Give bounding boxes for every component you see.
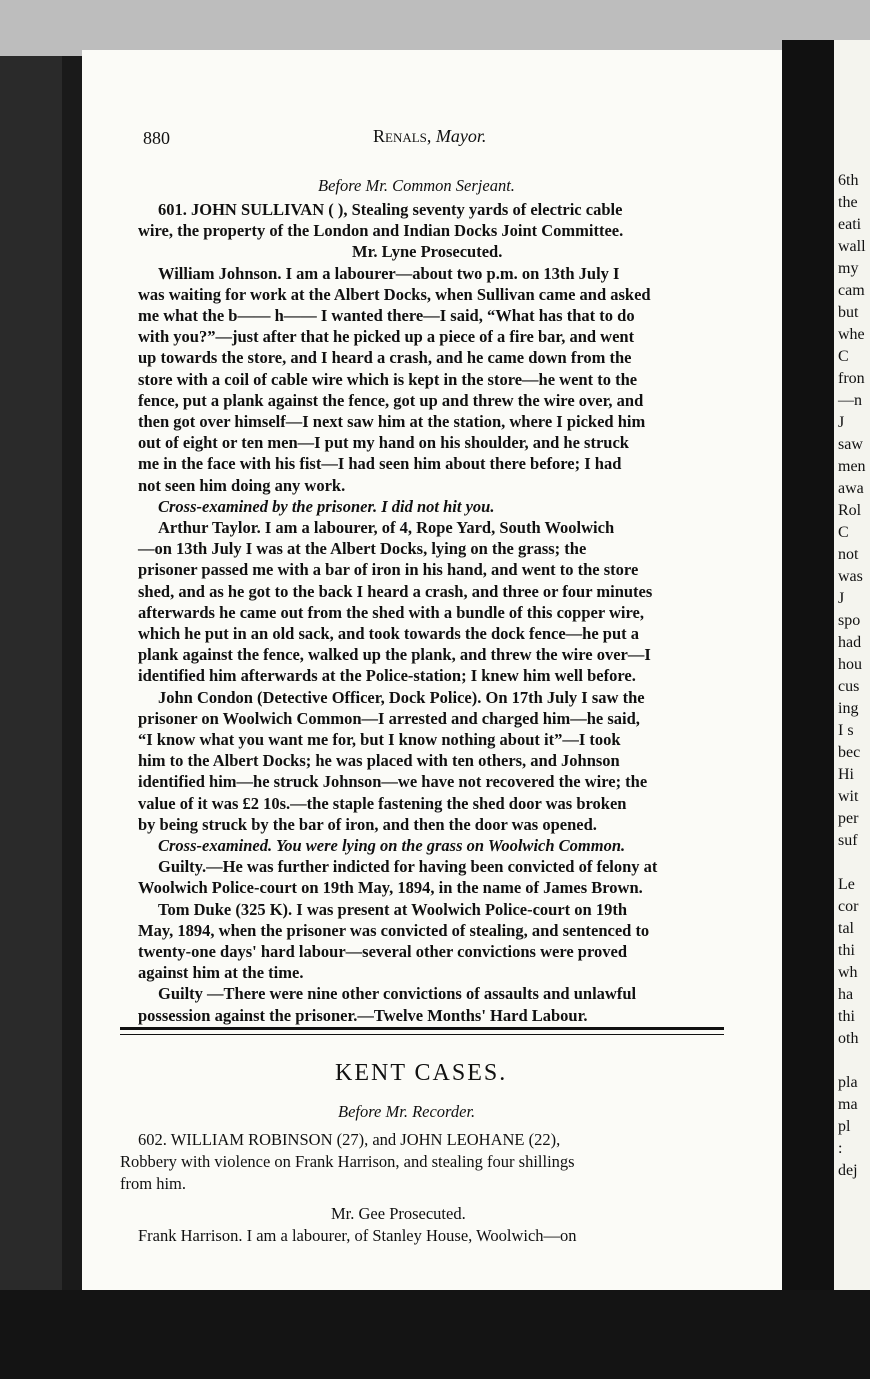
text-line: John Condon (Detective Officer, Dock Police). On 17th July I saw the [158, 687, 645, 707]
adjacent-page-text: hou [838, 656, 862, 673]
adjacent-page-text: saw [838, 436, 863, 453]
adjacent-page-text: was [838, 568, 863, 585]
text-line: me in the face with his fist—I had seen him about there before; I had [138, 454, 622, 474]
text-line: identified him—he struck Johnson—we have not recovered the wire; the [138, 772, 648, 792]
text-line: William Johnson. I am a labourer—about two p.m. on 13th July I [158, 263, 620, 283]
text-line: prisoner passed me with a bar of iron in his hand, and went to the store [138, 560, 639, 580]
adjacent-page-text: —n [838, 392, 862, 409]
text-line: Cross-examined by the prisoner. I did not hit you. [158, 496, 495, 516]
text-line: Mr. Lyne Prosecuted. [352, 242, 503, 262]
adjacent-page-text: J [838, 414, 845, 431]
adjacent-page-text: pl [838, 1118, 851, 1135]
text-line: which he put in an old sack, and took towards the dock fence—he put a [138, 624, 640, 643]
text-line: identified him afterwards at the Police-station; I knew him well before. [138, 666, 636, 686]
text-line: Guilty —There were nine other convictions of assaults and unlawful [158, 984, 637, 1004]
adjacent-page-text: awa [838, 480, 864, 497]
text-line: up towards the store, and I heard a crash, and he came down from the [138, 348, 632, 368]
text-line: Mr. Gee Prosecuted. [331, 1204, 466, 1223]
adjacent-page-text: J [838, 590, 845, 607]
adjacent-page-text: spo [838, 612, 861, 629]
adjacent-page-text: C [838, 524, 849, 541]
text-line: 602. WILLIAM ROBINSON (27), and JOHN LEOHANE (22), [138, 1130, 561, 1149]
scan-book-gutter [782, 40, 834, 1300]
adjacent-page-text: I s [838, 722, 854, 739]
text-line: “I know what you want me for, but I know nothing about it”—I took [138, 730, 621, 749]
running-head [373, 126, 486, 147]
text-line: Guilty.—He was further indicted for having been convicted of felony at [158, 857, 658, 877]
text-line: him to the Albert Docks; he was placed with ten others, and Johnson [138, 751, 620, 771]
adjacent-page-text: but [838, 304, 859, 321]
text-line: from him. [120, 1174, 186, 1193]
running-head-name: Renals, [373, 126, 432, 146]
adjacent-page-text: oth [838, 1030, 859, 1047]
text-line: against him at the time. [138, 963, 304, 983]
adjacent-page-text: suf [838, 832, 858, 849]
adjacent-page-text: per [838, 810, 859, 827]
scan-bottom-margin [0, 1290, 870, 1379]
text-line: with you?”—just after that he picked up a piece of a fire bar, and went [138, 327, 635, 347]
text-line: Robbery with violence on Frank Harrison, and stealing four shillings [120, 1152, 575, 1171]
text-line: plank against the fence, walked up the plank, and threw the wire over—I [138, 645, 651, 665]
text-line: afterwards he came out from the shed with a bundle of this copper wire, [138, 602, 644, 622]
adjacent-page-fragment [834, 40, 870, 1310]
text-line: 601. JOHN SULLIVAN ( ), Stealing seventy yards of electric cable [158, 200, 623, 219]
text-line: Arthur Taylor. I am a labourer, of 4, Rope Yard, South Woolwich [158, 518, 615, 537]
text-line: Woolwich Police-court on 19th May, 1894, in the name of James Brown. [138, 878, 643, 898]
text-line: —on 13th July I was at the Albert Docks, lying on the grass; the [138, 539, 587, 559]
text-line: was waiting for work at the Albert Docks, when Sullivan came and asked [138, 284, 651, 304]
text-line: me what the b—— h—— I wanted there—I said, “What has that to do [138, 306, 635, 325]
adjacent-page-text: : [838, 1140, 843, 1157]
text-line: wire, the property of the London and Indian Docks Joint Committee. [138, 221, 624, 241]
scan-binding-left [0, 56, 62, 1379]
adjacent-page-text: Rol [838, 502, 862, 519]
text-line: Cross-examined. You were lying on the grass on Woolwich Common. [158, 836, 626, 855]
text-line: store with a coil of cable wire which is kept in the store—he went to the [138, 369, 638, 389]
adjacent-page-text: tal [838, 920, 854, 937]
text-line: May, 1894, when the prisoner was convicted of stealing, and sentenced to [138, 920, 650, 940]
adjacent-page-text: my [838, 260, 859, 277]
adjacent-page-text: dej [838, 1162, 858, 1179]
adjacent-page-text: C [838, 348, 849, 365]
adjacent-page-text: not [838, 546, 859, 563]
text-line: possession against the prisoner.—Twelve Months' Hard Labour. [138, 1005, 588, 1025]
adjacent-page-text: pla [838, 1074, 858, 1091]
page-number: 880 [143, 128, 170, 148]
adjacent-page-text: 6th [838, 172, 859, 189]
adjacent-page-text: thi [838, 942, 855, 959]
running-head-office: Mayor. [435, 126, 487, 146]
adjacent-page-text: bec [838, 744, 861, 761]
text-line: twenty-one days' hard labour—several other convictions were proved [138, 942, 628, 961]
adjacent-page-text: fron [838, 370, 865, 387]
text-line: Frank Harrison. I am a labourer, of Stanley House, Woolwich—on [138, 1226, 577, 1245]
text-line: Tom Duke (325 K). I was present at Woolwich Police-court on 19th [158, 899, 628, 919]
section-rule-thin [120, 1034, 724, 1035]
adjacent-page-text: had [838, 634, 862, 651]
adjacent-page-text: thi [838, 1008, 855, 1025]
text-line: fence, put a plank against the fence, got up and threw the wire over, and [138, 390, 644, 410]
adjacent-page-text: men [838, 458, 866, 475]
adjacent-page-text: the [838, 194, 858, 211]
text-line: then got over himself—I next saw him at the station, where I picked him [138, 412, 646, 431]
adjacent-page-text: eati [838, 216, 862, 233]
section-rule-thick [120, 1027, 724, 1030]
adjacent-page-text: wit [838, 788, 859, 805]
adjacent-page-text: ma [838, 1096, 858, 1113]
section-heading-kent: KENT CASES. [335, 1060, 508, 1086]
text-line: not seen him doing any work. [138, 475, 346, 495]
text-line: value of it was £2 10s.—the staple fastening the shed door was broken [138, 793, 627, 813]
court-before-line: Before Mr. Common Serjeant. [318, 176, 515, 195]
adjacent-page-text: ha [838, 986, 854, 1003]
text-line: by being struck by the bar of iron, and then the door was opened. [138, 814, 597, 834]
adjacent-page-text: wall [838, 238, 866, 255]
court-before-recorder: Before Mr. Recorder. [338, 1102, 476, 1121]
adjacent-page-text: cor [838, 898, 859, 915]
scan-top-margin [0, 0, 870, 56]
text-line: prisoner on Woolwich Common—I arrested and charged him—he said, [138, 708, 640, 728]
adjacent-page-text: Hi [838, 766, 854, 783]
text-line: shed, and as he got to the back I heard a crash, and three or four minutes [138, 581, 653, 601]
adjacent-page-text: wh [838, 964, 858, 981]
adjacent-page-text: Le [838, 876, 855, 893]
adjacent-page-text: ing [838, 700, 859, 717]
adjacent-page-text: whe [838, 326, 865, 343]
text-line: out of eight or ten men—I put my hand on his shoulder, and he struck [138, 433, 629, 453]
adjacent-page-text: cam [838, 282, 865, 299]
adjacent-page-text: cus [838, 678, 860, 695]
